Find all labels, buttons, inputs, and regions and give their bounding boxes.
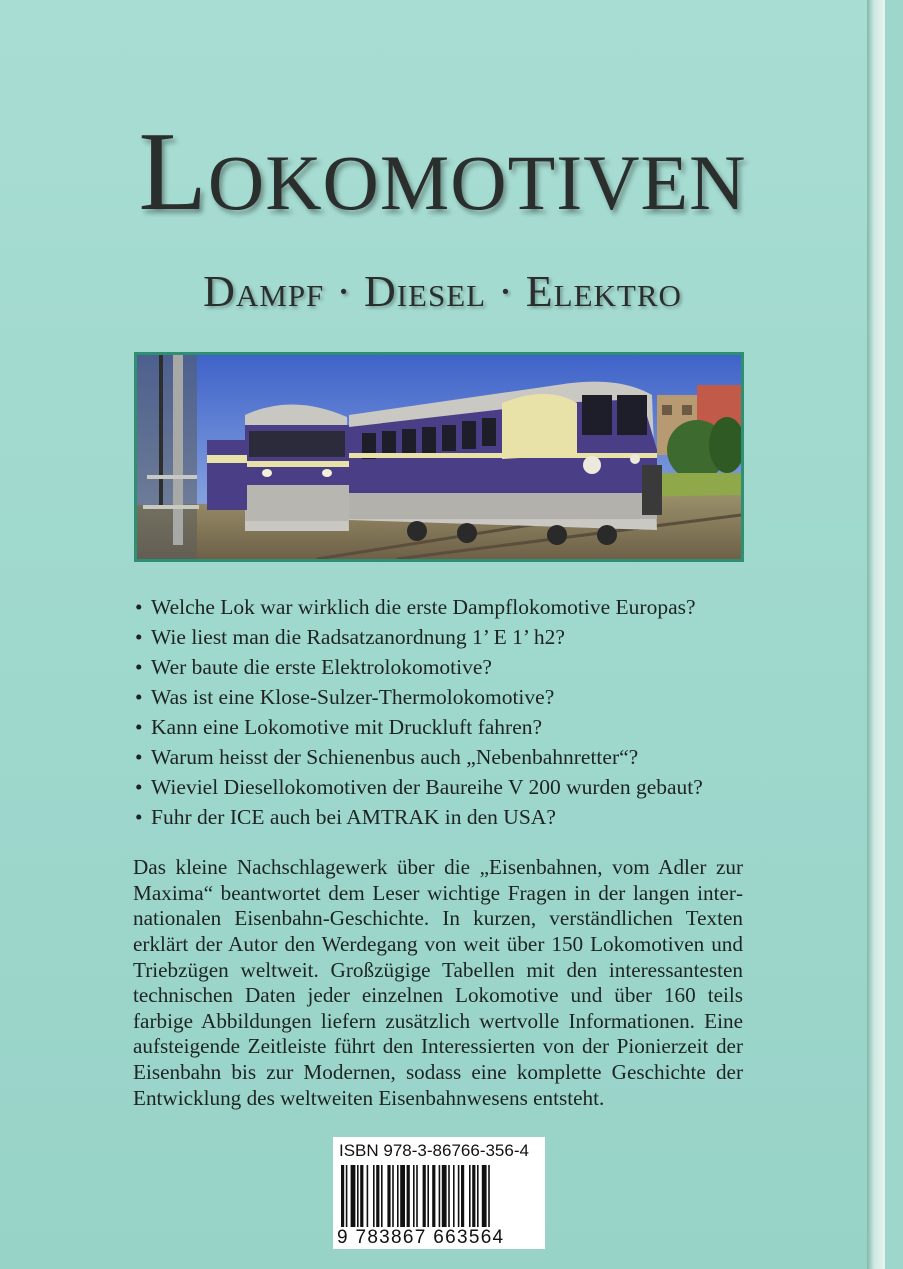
question-text: Wieviel Diesellokomotiven der Baureihe V 200 wurden gebaut? <box>151 775 703 799</box>
barcode-bar <box>416 1165 418 1227</box>
bullet-icon: • <box>135 595 143 619</box>
list-item <box>135 682 855 712</box>
barcode-bar <box>458 1165 460 1227</box>
ean-digits: 9 783867 663564 <box>337 1227 505 1248</box>
barcode-bar <box>413 1165 415 1227</box>
book-description: Das kleine Nachschlagewerk über die „Eisenbahnen, vom Adler zur Maxima“ beantwortet dem Leser wichtige Fragen in der langen internationalen Eisenbahn-Geschichte. In kurzen, verständlichen Texten erklärt der Autor den Werdegang von weit über 150 Lokomotiven und Triebzügen weltweit. Großzügige Tabellen mit den interessantesten technischen Daten jeder einzelnen Lokomotive und über 160 teils farbige Abbildungen liefern zusätzlich wertvolle Informationen. Eine aufsteigende Zeitleiste führt den Interessierten von der Pionierzeit der Eisenbahn bis zur Modernen, sodass eine komplette Geschichte der Entwicklung des weltweiten Eisenbahnwesens entsteht. <box>133 855 743 1110</box>
question-list <box>135 592 855 832</box>
bullet-icon: • <box>135 805 143 829</box>
barcode-bar <box>442 1165 447 1227</box>
barcode-bar <box>341 1165 344 1227</box>
barcode-bars <box>341 1165 537 1227</box>
list-item <box>135 622 855 652</box>
barcode-bar <box>367 1165 369 1227</box>
barcode-bar <box>360 1165 363 1227</box>
list-item <box>135 772 855 802</box>
barcode-bar <box>397 1165 399 1227</box>
barcode-bar <box>381 1165 383 1227</box>
barcode-bar <box>400 1165 405 1227</box>
barcode-bar <box>373 1165 375 1227</box>
question-text: Kann eine Lokomotive mit Druckluft fahren? <box>151 715 543 739</box>
barcode-bar <box>461 1165 464 1227</box>
train-photo-illustration <box>137 355 741 559</box>
list-item <box>135 802 855 832</box>
list-item <box>135 592 855 622</box>
book-title: Lokomotiven <box>138 110 747 234</box>
barcode-bar <box>346 1165 348 1227</box>
bullet-icon: • <box>135 715 143 739</box>
question-text: Wie liest man die Radsatzanordnung 1’ E 1’ h2? <box>151 625 565 649</box>
list-item <box>135 712 855 742</box>
book-subtitle: Dampf · Diesel · Elektro <box>203 267 682 316</box>
question-text: Welche Lok war wirklich die erste Dampflokomotive Europas? <box>151 595 696 619</box>
bullet-icon: • <box>135 685 143 709</box>
question-text: Wer baute die erste Elektrolokomotive? <box>151 655 492 679</box>
list-item <box>135 742 855 772</box>
barcode-bar <box>469 1165 471 1227</box>
question-text: Warum heisst der Schienenbus auch „Nebenbahnretter“? <box>151 745 639 769</box>
barcode-bar <box>351 1165 356 1227</box>
barcode-bar <box>387 1165 390 1227</box>
bullet-icon: • <box>135 775 143 799</box>
barcode-bar <box>477 1165 479 1227</box>
barcode-bar <box>453 1165 455 1227</box>
barcode-bar <box>488 1165 490 1227</box>
question-text: Was ist eine Klose-Sulzer-Thermolokomotive? <box>151 685 555 709</box>
isbn-number: ISBN 978-3-86766-356-4 <box>339 1141 529 1160</box>
bullet-icon: • <box>135 745 143 769</box>
barcode-bar <box>357 1165 359 1227</box>
barcode-bar <box>392 1165 394 1227</box>
barcode-bar <box>448 1165 450 1227</box>
barcode-bar <box>423 1165 426 1227</box>
list-item <box>135 652 855 682</box>
bullet-icon: • <box>135 655 143 679</box>
train-photo <box>134 352 744 562</box>
barcode-bar <box>407 1165 410 1227</box>
barcode-bar <box>376 1165 379 1227</box>
barcode-bar <box>432 1165 435 1227</box>
barcode-bar <box>439 1165 441 1227</box>
barcode-bar <box>482 1165 487 1227</box>
barcode-bar <box>427 1165 429 1227</box>
bullet-icon: • <box>135 625 143 649</box>
question-text: Fuhr der ICE auch bei AMTRAK in den USA? <box>151 805 556 829</box>
barcode-bar <box>472 1165 475 1227</box>
isbn-barcode <box>333 1137 545 1249</box>
